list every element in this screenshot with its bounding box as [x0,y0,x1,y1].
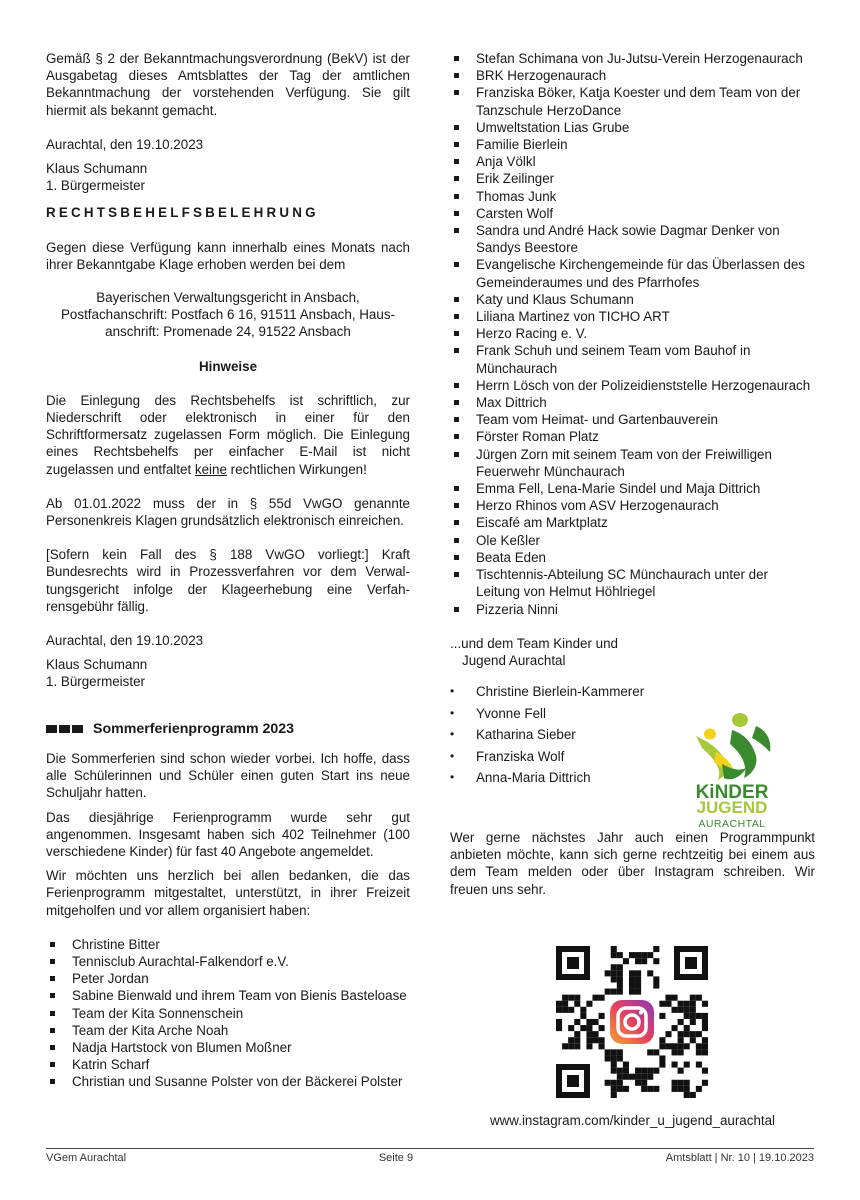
intro-paragraph: Gemäß § 2 der Bekanntmachungsverordnung (BekV) ist der Ausgabetag dieses Amtsblattes der Tag der amtlichen Bekanntmachung der vorstehenden Verfügung. Sie gilt hiermit als bekannt gemacht. [46,51,410,118]
list-item: Tennisclub Aurachtal-Falkendorf e.V. [46,953,410,970]
list-item: BRK Herzogenaurach [450,67,815,84]
list-item: Familie Bierlein [450,136,815,153]
list-item: Pizzeria Ninni [450,601,815,618]
summer-paragraph-2: Das diesjährige Ferienprogramm wurde sehr gut angenommen. Insgesamt haben sich 402 Teilnehmer (100 verschiedene Kinder) für fast 40 Angebote angemeldet. [46,809,410,859]
electronic-text: Ab 01.01.2022 muss der in § 55d VwGO genannte Personenkreis Klagen grundsätzlich elektronisch einreichen. [46,495,410,529]
list-item: Beata Eden [450,549,815,566]
list-item: Herzo Racing e. V. [450,325,815,342]
section-squares-icon [46,725,85,733]
team-line-2: Jugend Aurachtal [462,652,566,668]
list-item: Team der Kita Arche Noah [46,1022,410,1039]
list-item: • Anna-Maria Dittrich [450,769,815,786]
hinweise-text-after: rechtlichen Wirkungen! [226,461,367,477]
list-item: Erik Zeilinger [450,170,815,187]
left-column [46,50,410,1091]
instagram-icon [610,1000,654,1044]
list-item: Förster Roman Platz [450,428,815,445]
page-footer [46,1148,814,1165]
list-item: Emma Fell, Lena-Marie Sindel und Maja Dittrich [450,480,815,497]
list-item: Herrn Lösch von der Polizeidienststelle Herzogenaurach [450,377,815,394]
list-item: Katrin Scharf [46,1056,410,1073]
court-line-1: Bayerischen Verwaltungsgericht in Ansbach, [96,290,360,306]
footer-page-number: Seite 9 [378,1152,414,1164]
list-item: Evangelische Kirchengemeinde für das Überlassen des Gemeinderaumes und des Pfarrhofes [450,256,815,290]
summer-paragraph-1: Die Sommerferien sind schon wieder vorbei. Ich hoffe, dass alle Schülerinnen und Schüler einen guten Start ins neue Schuljahr hatten. [46,750,410,801]
footer-left: VGem Aurachtal [46,1152,127,1164]
list-item: Thomas Junk [450,188,815,205]
hinweise-text-underlined: keine [194,461,227,477]
signer-title: 1. Bürgermeister [46,178,145,194]
hinweise-text-before: Die Einlegung des Rechtsbehelfs ist schriftlich, zur Niederschrift oder elektronisch in einer für den Schriftformersatz zugelassen Form möglich. Die Einlegung eines Rechtsbehelfs per einfacher E-Mail ist nicht zugelassen und entfaltet [46,392,410,477]
hinweise-text [46,392,410,478]
court-line-2: Postfachanschrift: Postfach 6 16, 91511 Ansbach, Haus- [61,307,395,323]
list-item: Tischtennis-Abteilung SC Münchaurach unter der Leitung von Helmut Höhlriegel [450,566,815,600]
court-line-3: anschrift: Promenade 24, 91522 Ansbach [105,324,351,340]
thanks-list-left [46,936,410,1091]
list-item: Eiscafé am Marktplatz [450,514,815,531]
thanks-list-right [450,50,815,618]
list-item: • Yvonne Fell [450,705,815,722]
signer-title-2: 1. Bürgermeister [46,674,145,690]
list-item: Sabine Bienwald und ihrem Team von Bienis Basteloase [46,987,410,1004]
hinweise-heading: Hinweise [198,358,258,374]
list-item: Anja Völkl [450,153,815,170]
list-item: Team der Kita Sonnenschein [46,1005,410,1022]
list-item: Team vom Heimat- und Gartenbauverein [450,411,815,428]
list-item: Jürgen Zorn mit seinem Team von der Freiwilligen Feuerwehr Münchaurach [450,446,815,480]
place-date: Aurachtal, den 19.10.2023 [46,136,204,152]
signer-name-2: Klaus Schumann [46,657,148,673]
instagram-url[interactable]: www.instagram.com/kinder_u_jugend_aurachtal [489,1113,776,1128]
summer-paragraph-3: Wir möchten uns herzlich bei allen bedanken, die das Ferienprogramm mitgestaltet, unterstützt, in ihrer Freizeit mitgeholfen und vor allem organisiert haben: [46,868,410,918]
list-item: Carsten Wolf [450,205,815,222]
list-item: Peter Jordan [46,970,410,987]
place-date-2: Aurachtal, den 19.10.2023 [46,633,204,649]
list-item: Stefan Schimana von Ju-Jutsu-Verein Herzogenaurach [450,50,815,67]
list-item: Liliana Martinez von TICHO ART [450,308,815,325]
list-item: • Franziska Wolf [450,748,815,765]
list-item: Sandra und André Hack sowie Dagmar Denker von Sandys Beestore [450,222,815,256]
list-item: Christian und Susanne Polster von der Bäckerei Polster [46,1073,410,1090]
closing-text: Wer gerne nächstes Jahr auch einen Programmpunkt anbieten möchte, kann sich gerne rechtzeitig bei einem aus dem Team melden oder über Instagram schreiben. Wir freuen uns sehr. [450,830,815,897]
signer-name: Klaus Schumann [46,161,148,177]
logo-word-2: JUGEND [696,798,768,817]
list-item: Christine Bitter [46,936,410,953]
fee-text: [Sofern kein Fall des § 188 VwGO vorliegt:] Kraft Bundesrechts wird in Prozessverfahren vor dem Verwal-tungsgericht infolge der Klageerhebung eine Verfah-rensgebühr fällig. [46,547,410,614]
list-item: • Christine Bierlein-Kammerer [450,683,815,700]
logo-word-3: AURACHTAL [698,818,766,830]
qr-code [556,946,708,1098]
list-item: Nadja Hartstock von Blumen Moßner [46,1039,410,1056]
list-item: • Katharina Sieber [450,726,815,743]
list-item: Herzo Rhinos vom ASV Herzogenaurach [450,497,815,514]
section-heading-text: Sommerferienprogramm 2023 [93,720,295,737]
footer-right: Amtsblatt | Nr. 10 | 19.10.2023 [665,1152,814,1164]
team-line-1: ...und dem Team Kinder und [450,635,618,651]
logo-word-1: KiNDER [695,782,769,803]
list-item: Franziska Böker, Katja Koester und dem Team von der Tanzschule HerzoDance [450,84,815,118]
kinder-jugend-logo [686,712,778,818]
list-item: Umweltstation Lias Grube [450,119,815,136]
list-item: Ole Keßler [450,532,815,549]
list-item: Max Dittrich [450,394,815,411]
list-item: Katy und Klaus Schumann [450,291,815,308]
rechtsbehelf-heading: RECHTSBEHELFSBELEHRUNG [46,205,319,221]
section-heading [46,721,410,738]
list-item: Frank Schuh und seinem Team vom Bauhof in Münchaurach [450,342,815,376]
rechtsbehelf-text: Gegen diese Verfügung kann innerhalb eines Monats nach ihrer Bekanntgabe Klage erhoben werden bei dem [46,239,410,272]
